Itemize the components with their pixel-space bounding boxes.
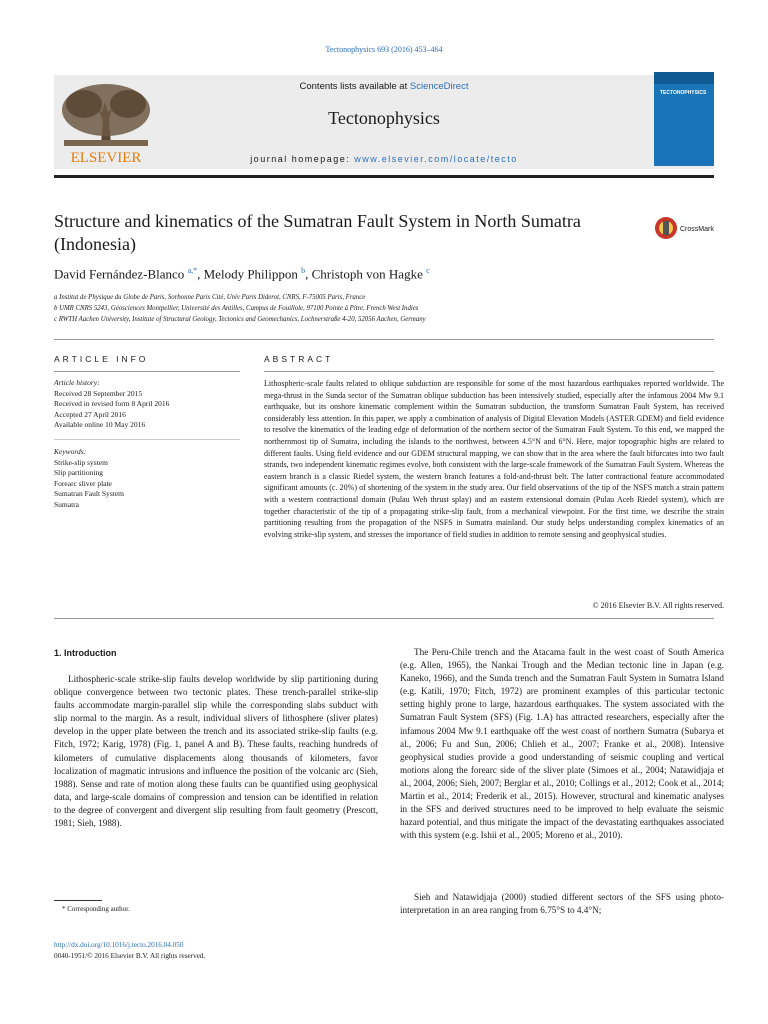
history-item: Received in revised form 8 April 2016	[54, 399, 170, 408]
abstract-text: Lithospheric-scale faults related to oblique subduction are responsible for some of the most hazardous earthquakes reported worldwide. The mega-thrust in the Sunda sector of the Sumatran oblique subduction has been intensively studied, especially after the infamous 2004 Mw 9.1 earthquake, but its onshore kinematic complement within the Sumatran subduction, the transform Sumatran Fault System, has received considerably less attention. In this paper, we apply a combination of analysis of Digital Elevation Models (ASTER GDEM) and field evidence to resolve the kinematics of the leading edge of deformation of the northern sector of the Sumatran Fault System. To this end, we mapped the northernmost tip of Sumatra, including the islands to the northwest, between 4.5°N and 6°N. Here, major topographic highs are related to different faults. Using field evidence and our GDEM structural mapping, we can show that in the area where the fault bifurcates into two fault strands, two independent kinematic regimes evolve, both consistent with the large-scale framework of the Sumatran Fault System. Whereas the eastern branch is a classic Riedel system, the western branch features a fold-and-thrust belt. The latter contractional feature accommodated significant amounts (c. 20%) of shortening of the system in the study area. Our field observations of the tip of the NSFS match a strain pattern with a western contractional domain (Pulau Weh thrust splay) and an eastern extensional domain (Pulau Aceh Riedel system), which are together characteristic of the tip of a propagating strike-slip fault, from a mechanical viewpoint. For the first time, we describe the strain partitioning resulting from the propagation of the NSFS in Sumatra mainland. Our study helps understanding complex kinematics of an evolving strike-slip system, and stresses the importance of field studies in addition to remote sensing and geophysical studies.	[264, 379, 724, 539]
crossmark-badge[interactable]	[654, 214, 714, 244]
sciencedirect-link[interactable]: ScienceDirect	[409, 81, 469, 92]
cover-title: TECTONOPHYSICS	[660, 90, 707, 96]
keyword: Forearc sliver plate	[54, 478, 112, 488]
author-affil-marker[interactable]: a,*	[187, 266, 198, 275]
keyword: Sumatra	[54, 499, 79, 509]
keyword: Sumatran Fault System	[54, 489, 124, 498]
info-divider	[54, 371, 240, 372]
article-history	[54, 378, 234, 431]
abstract-copyright: © 2016 Elsevier B.V. All rights reserved.	[592, 601, 724, 610]
history-label: Article history:	[54, 378, 100, 387]
journal-citation[interactable]: Tectonophysics 693 (2016) 453–464	[325, 45, 443, 54]
crossmark-icon	[654, 214, 678, 244]
intro-paragraph-right: Sieh and Natawidjaja (2000) studied different sectors of the SFS using photo-interpretation in an area ranging from 6.75°S to 4.4°N;	[400, 892, 724, 916]
keywords-label: Keywords:	[54, 447, 87, 456]
issn-copyright: 0040-1951/© 2016 Elsevier B.V. All rights reserved.	[54, 952, 206, 960]
keyword: Strike-slip system	[54, 457, 108, 467]
history-item: Received 28 September 2015	[54, 388, 143, 398]
section-heading: 1. Introduction	[54, 648, 117, 658]
author-name[interactable]: David Fernández-Blanco	[54, 266, 185, 282]
section-divider	[54, 339, 714, 340]
journal-homepage: journal homepage: www.elsevier.com/locate/tecto	[250, 154, 518, 164]
author-affil-marker[interactable]: c	[426, 266, 430, 275]
elsevier-wordmark: ELSEVIER	[70, 150, 142, 166]
abstract-divider	[264, 371, 714, 372]
footnote: * Corresponding author.	[62, 905, 130, 913]
footnote-rule	[54, 900, 102, 901]
abstract-heading: ABSTRACT	[264, 354, 334, 364]
header-divider	[54, 175, 714, 178]
author-affil-marker[interactable]: b	[301, 266, 306, 275]
article-info-heading: ARTICLE INFO	[54, 354, 149, 364]
affiliation: a Institut de Physique du Globe de Paris, Sorbonne Paris Cité, Univ Paris Diderot, CNRS, F-75005 Paris, France	[54, 294, 366, 301]
info-inner-divider	[54, 439, 240, 440]
journal-cover-thumbnail[interactable]	[654, 72, 714, 166]
affiliation: c RWTH Aachen University, Institute of Structural Geology, Tectonics and Geomechanics, Lochnerstraße 4-20, 52056 Aachen, Germany	[54, 316, 426, 323]
journal-title: Tectonophysics	[328, 108, 440, 128]
keyword: Slip partitioning	[54, 468, 103, 477]
author-name[interactable]: Melody Philippon	[203, 266, 298, 282]
body-divider	[54, 618, 714, 619]
article-title: Structure and kinematics of the Sumatran Fault System in North Sumatra (Indonesia)	[54, 211, 581, 254]
crossmark-label: CrossMark	[680, 226, 714, 233]
history-item: Available online 10 May 2016	[54, 420, 146, 429]
homepage-link[interactable]: www.elsevier.com/locate/tecto	[354, 154, 518, 164]
intro-paragraph: Lithospheric-scale strike-slip faults develop worldwide by slip partitioning during oblique convergence between two tectonic plates. These trench-parallel strike-slip faults accommodate margin-parallel slip while the corresponding slabs subduct with slip normal to the margin. As a result, individual slivers of lithosphere (sliver plates) develop in the upper plate between the trench and its associated strike-slip faults (e.g. Fitch, 1972; Karig, 1978) (Fig. 1, panel A and B). These faults, reaching hundreds of kilometers of cumulative displacements along thousands of kilometers, favor localization of magmatic intrusions and influence the position of the volcanic arc (Sieh, 1988). Sense and rate of motion along these faults can be quantified using geophysical data, and large-scale domains of compression and tension can be identified in relation to the degree of convergent and divergent slip resulting from fault geometry (Prescott, 1981; Sieh, 1988).	[54, 674, 378, 829]
author-name[interactable]: Christoph von Hagke	[311, 266, 423, 282]
author-list: David Fernández-Blanco $^{a,*}$, Melody Philippon $^b$, Christoph von Hagke $^c$	[54, 266, 430, 282]
doi-link[interactable]: http://dx.doi.org/10.1016/j.tecto.2016.04.050	[54, 941, 184, 949]
affiliation: b UMR CNRS 5243, Géosciences Montpellier, Université des Antilles, Campus de Fouillole, 97100 Pointe à Pitre, French West Indies	[54, 305, 419, 312]
history-item: Accepted 27 April 2016	[54, 409, 126, 419]
keywords	[54, 447, 234, 510]
contents-line: Contents lists available at ScienceDirect	[299, 81, 469, 92]
intro-paragraph-right: The Peru-Chile trench and the Atacama fault in the west coast of South America (e.g. Allen, 1965), the Nankai Trough and the Median tectonic line in Japan (e.g. Kaneko, 1966), and the Sunda trench and the Sumatran Fault System in Sumatra Island (e.g. Katili, 1970; Fitch, 1972) are prominent examples of this particular tectonic setting highly prone to large, hazardous earthquakes. The system associated with the Sumatran Fault System (SFS) (Fig. 1.A) has attracted researchers, especially after the infamous 2004 Mw 9.1 earthquake off the west coast of northern Sumatra (Subarya et al., 2006; Fu and Sun, 2006; Chlieh et al., 2007; Franke et al., 2008). Intensive geophysical studies provide a good understanding of seismic coupling and vertical motions along the forearc side of the sliver plate (Simoes et al., 2004; Natawidjaja et al., 2004, 2006; Sieh, 2007; Berglar et al., 2010; Collings et al., 2012; Cook et al., 2014; Martin et al., 2014; Frederik et al., 2015). However, structural and kinematic analyses in the SFS and derived structures need to be improved to help evaluate the seismic hazard potential, and thus mitigate the impact of the devastating earthquakes associated with this system (e.g. Ishii et al., 2005; Moreno et al., 2010).	[400, 647, 724, 841]
